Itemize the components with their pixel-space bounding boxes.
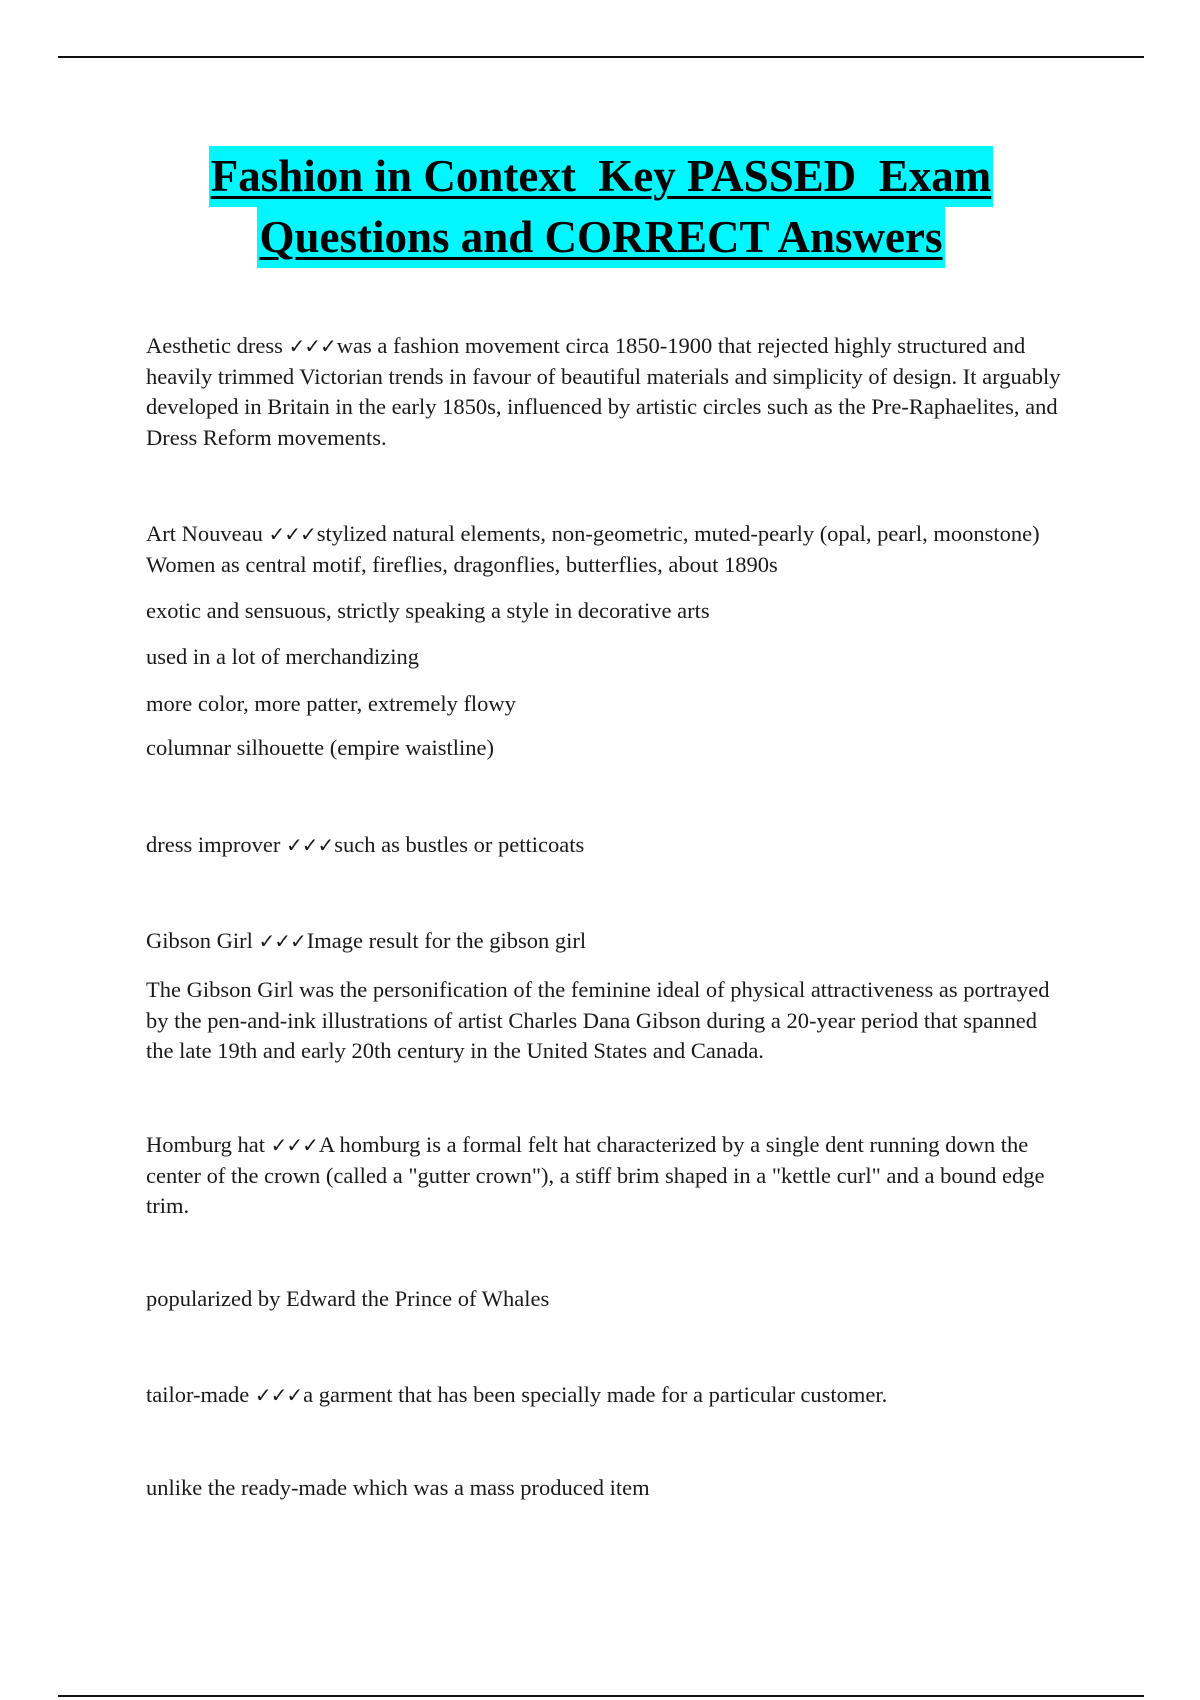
qa-note: columnar silhouette (empire waistline) bbox=[146, 735, 495, 760]
qa-answer: a garment that has been specially made for a particular customer. bbox=[303, 1382, 888, 1407]
title-line-2: Questions and CORRECT Answers bbox=[257, 207, 944, 268]
title-line-1: Fashion in Context Key PASSED Exam bbox=[209, 146, 994, 207]
bottom-rule bbox=[58, 1695, 1144, 1697]
qa-entry-art-nouveau bbox=[146, 519, 1066, 580]
qa-entry-tailor-made bbox=[146, 1380, 1066, 1411]
check-mark-icon: ✓✓✓ bbox=[254, 1383, 303, 1407]
qa-entry-homburg-hat bbox=[146, 1130, 1066, 1222]
qa-note: The Gibson Girl was the personification of the feminine ideal of physical attractiveness as portrayed by the pen-and-ink illustrations of artist Charles Dana Gibson during a 20-year period that spanned the late 19th and early 20th century in the United States and Canada. bbox=[146, 977, 1050, 1063]
check-mark-icon: ✓✓✓ bbox=[270, 1133, 318, 1157]
top-rule bbox=[58, 56, 1144, 58]
qa-term: tailor-made bbox=[146, 1382, 250, 1407]
page-title bbox=[58, 146, 1144, 268]
qa-term: Art Nouveau bbox=[146, 521, 263, 546]
qa-entry-aesthetic-dress bbox=[146, 331, 1066, 453]
check-mark-icon: ✓✓✓ bbox=[258, 929, 306, 953]
check-mark-icon: ✓✓✓ bbox=[288, 334, 336, 358]
qa-note: more color, more patter, extremely flowy bbox=[146, 691, 516, 716]
qa-note: popularized by Edward the Prince of Whales bbox=[146, 1286, 550, 1311]
check-mark-icon: ✓✓✓ bbox=[285, 833, 334, 857]
qa-note: exotic and sensuous, strictly speaking a style in decorative arts bbox=[146, 598, 710, 623]
qa-answer: A homburg is a formal felt hat characterized by a single dent running down the center of the crown (called a "gutter crown"), a stiff brim shaped in a "kettle curl" and a bound edge trim. bbox=[146, 1132, 1045, 1218]
qa-answer: such as bustles or petticoats bbox=[334, 832, 585, 857]
qa-entry-gibson-girl bbox=[146, 926, 1066, 957]
qa-term: dress improver bbox=[146, 832, 281, 857]
qa-note: used in a lot of merchandizing bbox=[146, 644, 420, 669]
qa-term: Gibson Girl bbox=[146, 928, 253, 953]
check-mark-icon: ✓✓✓ bbox=[268, 522, 316, 546]
qa-answer: stylized natural elements, non-geometric, muted-pearly (opal, pearl, moonstone) Women as central motif, fireflies, dragonflies, butterflies, about 1890s bbox=[146, 521, 1040, 577]
qa-entry-dress-improver bbox=[146, 830, 1066, 861]
qa-answer: was a fashion movement circa 1850-1900 that rejected highly structured and heavily trimmed Victorian trends in favour of beautiful materials and simplicity of design. It arguably developed in Britain in the early 1850s, influenced by artistic circles such as the Pre-Raphaelites, and Dress Reform movements. bbox=[146, 333, 1061, 450]
qa-term: Aesthetic dress bbox=[146, 333, 283, 358]
qa-note: unlike the ready-made which was a mass produced item bbox=[146, 1475, 650, 1500]
qa-answer: Image result for the gibson girl bbox=[306, 928, 587, 953]
qa-term: Homburg hat bbox=[146, 1132, 265, 1157]
